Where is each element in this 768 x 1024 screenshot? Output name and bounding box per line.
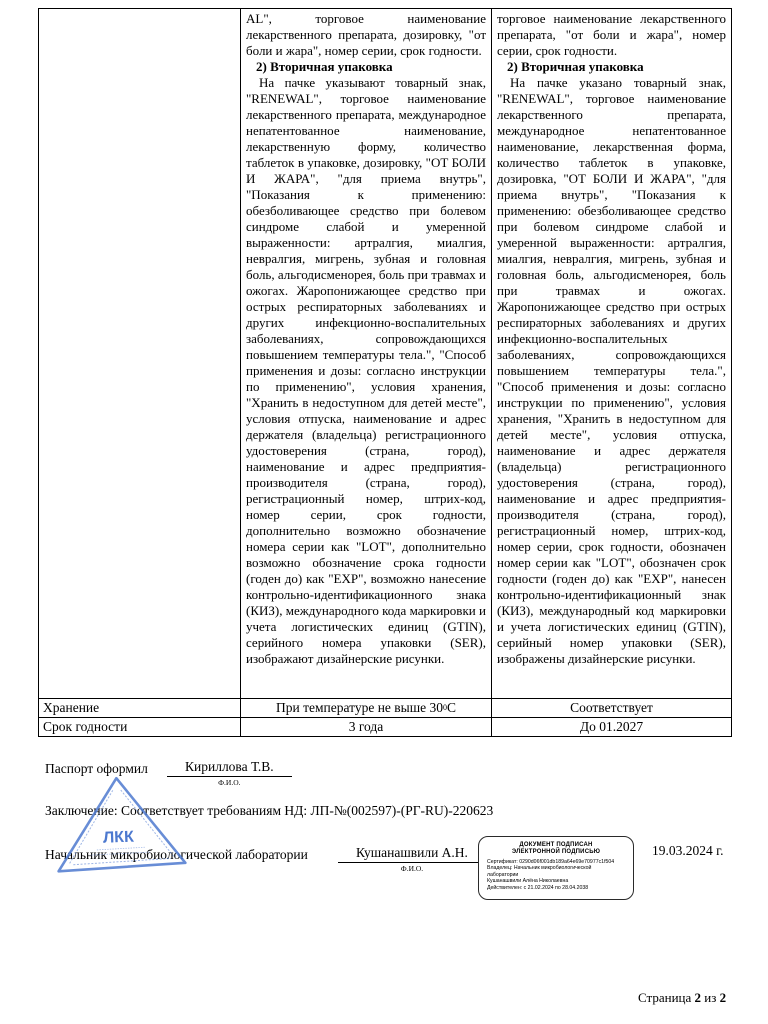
page-number-prefix: Страница (638, 990, 695, 1005)
stamp-edge-text-left (67, 790, 115, 864)
esign-validity: Действителен: с 21.02.2024 по 28.04.2038 (487, 884, 589, 891)
esign-title-line1: ДОКУМЕНТ ПОДПИСАН (519, 842, 593, 848)
esign-title-line2: ЭЛЕКТРОННОЙ ПОДПИСЬЮ (511, 849, 601, 855)
electronic-signature-stamp (478, 836, 634, 900)
fio-caption: Ф.И.О. (218, 778, 241, 787)
table-row-shelf-life (39, 718, 732, 737)
storage-label: Хранение (39, 699, 241, 718)
page-number-total: 2 (719, 990, 727, 1005)
esign-owner-name: Кушанашвили Алёна Николаевна (487, 878, 569, 885)
table-row-storage (39, 699, 732, 718)
results-cell (492, 9, 732, 699)
prepared-by-name: Кириллова Т.В. (167, 759, 292, 777)
lab-head-name-block (338, 845, 486, 873)
page-number-current: 2 (694, 990, 702, 1005)
stamp-text: ЛКК (102, 828, 135, 847)
storage-value-text: При температуре не выше 30 (275, 700, 443, 716)
secondary-packaging-heading-right: 2) Вторичная упаковка (507, 59, 644, 74)
storage-value-unit: С (447, 700, 457, 716)
stamp-small-text-line2 (91, 852, 151, 855)
page-number (638, 990, 726, 1006)
results-body-text: На пачке указано товарный знак, "RENEWAL", торговое наименование лекарственного препарата, международное непатентованное наименование, лекарственная форма, количество таблеток в упаковке, дозировка, "ОТ БОЛИ И ЖАРА", "для приема внутрь", "Показания к применению: обезболивающее средство при болевом синдроме слабой и умеренной выраженности: артралгия, миалгия, невралгия, мигрень, зубная и головная боль, альгодисменорея, боль при травмах и ожогах. Жаропонижающее средство при острых респираторных заболеваниях и других инфекционно-воспалительных заболеваниях, сопровождающихся повышением температуры тела.", "Способ применения и дозы: согласно инструкции по применению", условия хранения, "Хранить в недоступном для детей месте", условия отпуска, наименование и адрес держателя (владельца) регистрационного удостоверения (страна, город), наименование и адрес предприятия-производителя (страна, город), регистрационный номер, штрих-код, номер серии, срок годности, обозначен номер серии как "LOT", обозначен срок годности (годен до) как "EXP", нанесен контрольно-идентификационный знак (КИЗ), международный код маркировки и учета логистических единиц (GTIN), серийный номер упаковки (SER), изображены дизайнерские рисунки. (497, 75, 726, 666)
esign-certificate: Сертификат: 0290d06f001db189a64e69e70977c1f504 (487, 859, 615, 865)
page-number-separator: из (701, 990, 720, 1005)
shelf-life-value: 3 года (241, 718, 492, 737)
empty-left-cell (39, 9, 241, 699)
esign-owner: Владелец: Начальник микробиологической (487, 865, 592, 872)
requirements-body-text: На пачке указывают товарный знак, "RENEWAL", торговое наименование лекарственного препарата, международное непатентованное наименование, лекарственную форму, количество таблеток в упаковке, дозировку, "ОТ БОЛИ И ЖАРА", "для приема внутрь", "Показания к применению: обезболивающее средство при болевом синдроме слабой и умеренной выраженности: артралгия, миалгия, невралгия, мигрень, зубная и головная боль, альгодисменорея, боль при травмах и ожогах. Жаропонижающее средство при острых респираторных заболеваниях и других инфекционно-воспалительных заболеваниях, сопровождающихся повышением температуры тела.", "Способ применения и дозы: согласно инструкции по применению", условия хранения, "Хранить в недоступном для детей месте", условия отпуска, наименование и адрес держателя (владельца) регистрационного удостоверения (страна, город), наименование и адрес предприятия-производителя (страна, город), регистрационный номер, штрих-код, номер серии, срок годности, дополнительно возможно обозначение номера серии как "LOT", дополнительно возможно обозначение срока годности (годен до) как "EXP", возможно нанесение контрольно-идентификационного знака (КИЗ), международного кода маркировки и учета логистических единиц (GTIN), серийного номера упаковки (SER), изображают дизайнерские рисунки. (246, 75, 486, 666)
stamp-small-text-line1 (97, 847, 145, 850)
table-row-packaging (39, 9, 732, 699)
stamp-edge-text-right (121, 788, 175, 860)
secondary-packaging-heading: 2) Вторичная упаковка (256, 59, 393, 74)
stamp-triangle-outline (55, 776, 185, 871)
results-continuation-text: торговое наименование лекарственного препарата, "от боли и жара", номер серии, срок годности. (497, 11, 726, 58)
requirements-continuation-text: AL", торговое наименование лекарственного препарата, дозировку, "от боли и жара", номер серии, срок годности. (246, 11, 486, 58)
specification-table (38, 8, 732, 737)
lab-head-name: Кушанашвили А.Н. (338, 845, 486, 863)
conclusion-line: Заключение: Соответствует требованиям НД: ЛП-№(002597)-(РГ-RU)-220623 (45, 803, 494, 818)
lab-head-label: Начальник микробиологической лаборатории (45, 847, 308, 862)
signature-date: 19.03.2024 г. (652, 843, 724, 858)
storage-value: При температуре не выше 30 0 С (241, 699, 492, 718)
prepared-by-label: Паспорт оформил (45, 761, 148, 776)
shelf-life-label: Срок годности (39, 718, 241, 737)
storage-result: Соответствует (492, 699, 732, 718)
fio-caption-2: Ф.И.О. (400, 864, 424, 873)
esign-owner-2: лаборатории (487, 871, 519, 878)
lab-stamp (46, 767, 200, 882)
requirements-cell (241, 9, 492, 699)
shelf-life-result: До 01.2027 (492, 718, 732, 737)
